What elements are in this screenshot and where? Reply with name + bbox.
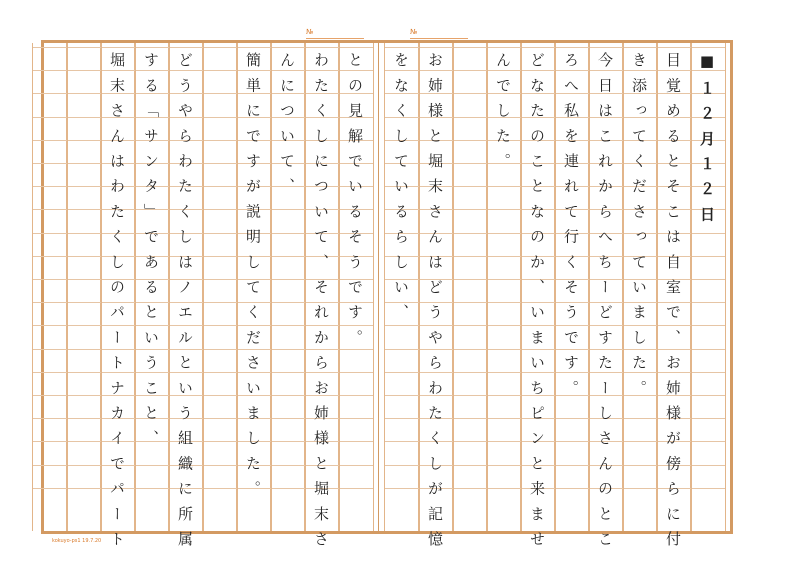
grid-cell: [203, 302, 237, 325]
manuscript-line: 目覚めるとそこは自室で、お姉様が傍らに付: [664, 52, 682, 556]
grid-cell: [33, 209, 67, 232]
grid-cell: [67, 117, 101, 140]
grid-cell: [67, 465, 101, 488]
grid-cell: [453, 325, 487, 348]
grid-cell: [203, 70, 237, 93]
grid-cell: [691, 488, 725, 511]
grid-cell: [271, 395, 305, 418]
grid-cell: [385, 488, 419, 511]
grid-cell: [203, 163, 237, 186]
grid-cell: [487, 209, 521, 232]
grid-cell: [691, 302, 725, 325]
grid-cell: [487, 233, 521, 256]
grid-cell: [453, 70, 487, 93]
grid-cell: [33, 488, 67, 511]
manuscript-column: [66, 43, 102, 531]
grid-cell: [67, 418, 101, 441]
grid-cell: [453, 349, 487, 372]
grid-cell: [385, 349, 419, 372]
manuscript-line: する「サンタ」であるということ、: [142, 52, 160, 456]
number-label-left: [306, 26, 364, 39]
grid-cell: [203, 47, 237, 70]
grid-cell: [691, 395, 725, 418]
manuscript-line: との見解でいるそうです。: [346, 52, 364, 355]
grid-cell: [271, 325, 305, 348]
grid-cell: [487, 372, 521, 395]
grid-cell: [453, 465, 487, 488]
grid-cell: [385, 441, 419, 464]
manuscript-line: んについて、: [278, 52, 296, 204]
grid-cell: [453, 256, 487, 279]
grid-cell: [203, 325, 237, 348]
grid-cell: [67, 256, 101, 279]
manuscript-line: ろへ私を連れて行くそうです。: [562, 52, 580, 405]
grid-cell: [67, 209, 101, 232]
grid-cell: [33, 465, 67, 488]
grid-cell: [453, 117, 487, 140]
grid-cell: [135, 465, 169, 488]
grid-cell: [33, 163, 67, 186]
grid-cell: [487, 186, 521, 209]
grid-cell: [623, 465, 657, 488]
grid-cell: [271, 279, 305, 302]
grid-cell: [33, 186, 67, 209]
manuscript-line: 今日はこれからへちーどすたーしさんのとこ: [596, 52, 614, 556]
grid-cell: [453, 140, 487, 163]
grid-cell: [623, 441, 657, 464]
grid-cell: [67, 325, 101, 348]
grid-cell: [33, 93, 67, 116]
grid-cell: [453, 93, 487, 116]
grid-cell: [453, 441, 487, 464]
grid-cell: [203, 418, 237, 441]
grid-cell: [487, 488, 521, 511]
grid-cell: [33, 325, 67, 348]
grid-cell: [203, 209, 237, 232]
grid-cell: [453, 418, 487, 441]
grid-cell: [453, 233, 487, 256]
grid-cell: [339, 418, 373, 441]
grid-cell: [33, 302, 67, 325]
manuscript-line: き添ってくださっていました。: [630, 52, 648, 405]
grid-cell: [33, 233, 67, 256]
grid-cell: [67, 140, 101, 163]
grid-cell: [67, 233, 101, 256]
grid-cell: [33, 47, 67, 70]
grid-cell: [487, 302, 521, 325]
grid-cell: [385, 418, 419, 441]
grid-cell: [203, 93, 237, 116]
center-gutter: [378, 43, 379, 531]
grid-cell: [67, 395, 101, 418]
grid-cell: [385, 465, 419, 488]
grid-cell: [487, 325, 521, 348]
grid-cell: [67, 47, 101, 70]
grid-cell: [385, 372, 419, 395]
grid-cell: [453, 209, 487, 232]
grid-cell: [487, 418, 521, 441]
number-label-right-text: №: [410, 28, 418, 36]
grid-cell: [33, 395, 67, 418]
grid-cell: [271, 488, 305, 511]
grid-cell: [203, 441, 237, 464]
grid-cell: [487, 465, 521, 488]
grid-cell: [453, 47, 487, 70]
manuscript-line: わたくしについて、それからお姉様と堀末さ: [312, 52, 330, 556]
grid-cell: [487, 349, 521, 372]
manuscript-line: どうやらわたくしはノエルという組織に所属: [176, 52, 194, 556]
grid-cell: [339, 441, 373, 464]
manuscript-column: [452, 43, 488, 531]
manuscript-line: 堀末さんはわたくしのパートナカイでパート: [108, 52, 126, 556]
grid-cell: [339, 395, 373, 418]
grid-cell: [67, 302, 101, 325]
grid-cell: [33, 349, 67, 372]
manuscript-line: 簡単にですが説明してくださいました。: [244, 52, 262, 506]
footer-code: kokuyo-ps1 19.7.20: [52, 538, 102, 544]
grid-cell: [67, 279, 101, 302]
grid-cell: [691, 349, 725, 372]
grid-cell: [555, 441, 589, 464]
grid-cell: [33, 418, 67, 441]
grid-cell: [691, 233, 725, 256]
grid-cell: [555, 418, 589, 441]
grid-cell: [487, 279, 521, 302]
grid-cell: [135, 488, 169, 511]
grid-cell: [453, 302, 487, 325]
grid-cell: [203, 117, 237, 140]
date-text: １２月１２日: [698, 80, 716, 232]
manuscript-line: お姉様と堀末さんはどうやらわたくしが記憶: [426, 52, 444, 556]
grid-cell: [203, 279, 237, 302]
grid-cell: [67, 186, 101, 209]
grid-cell: [67, 93, 101, 116]
grid-cell: [339, 372, 373, 395]
grid-cell: [691, 372, 725, 395]
grid-cell: [271, 302, 305, 325]
grid-cell: [555, 488, 589, 511]
grid-cell: [203, 186, 237, 209]
grid-cell: [271, 441, 305, 464]
grid-cell: [691, 325, 725, 348]
grid-cell: [33, 140, 67, 163]
grid-cell: [271, 233, 305, 256]
manuscript-column: [32, 43, 68, 531]
grid-cell: [33, 372, 67, 395]
grid-cell: [33, 279, 67, 302]
grid-cell: [203, 395, 237, 418]
number-label-left-text: №: [306, 28, 314, 36]
grid-cell: [203, 256, 237, 279]
date-marker-icon: ■: [698, 52, 716, 81]
grid-cell: [203, 488, 237, 511]
grid-cell: [339, 465, 373, 488]
grid-cell: [271, 256, 305, 279]
grid-cell: [453, 163, 487, 186]
grid-cell: [203, 140, 237, 163]
grid-cell: [453, 395, 487, 418]
grid-cell: [385, 395, 419, 418]
grid-cell: [33, 117, 67, 140]
grid-cell: [487, 395, 521, 418]
grid-cell: [271, 465, 305, 488]
grid-cell: [67, 70, 101, 93]
grid-cell: [33, 70, 67, 93]
grid-cell: [339, 488, 373, 511]
grid-cell: [555, 465, 589, 488]
grid-cell: [271, 372, 305, 395]
grid-cell: [453, 186, 487, 209]
grid-cell: [67, 349, 101, 372]
grid-cell: [271, 349, 305, 372]
grid-cell: [203, 372, 237, 395]
grid-cell: [487, 441, 521, 464]
grid-cell: [691, 256, 725, 279]
grid-cell: [67, 163, 101, 186]
date-heading: [690, 52, 724, 231]
grid-cell: [67, 441, 101, 464]
grid-cell: [453, 488, 487, 511]
grid-cell: [271, 209, 305, 232]
grid-cell: [691, 418, 725, 441]
grid-cell: [33, 256, 67, 279]
manuscript-column: [202, 43, 238, 531]
grid-cell: [453, 372, 487, 395]
grid-cell: [33, 441, 67, 464]
grid-cell: [203, 465, 237, 488]
grid-cell: [691, 279, 725, 302]
grid-cell: [691, 465, 725, 488]
grid-cell: [203, 349, 237, 372]
grid-cell: [691, 441, 725, 464]
grid-cell: [487, 256, 521, 279]
grid-cell: [623, 488, 657, 511]
number-label-right: [410, 26, 468, 39]
grid-cell: [67, 488, 101, 511]
manuscript-line: どなたのことなのか、いまいちピンと来ませ: [528, 52, 546, 556]
grid-cell: [67, 372, 101, 395]
manuscript-line: んでした。: [494, 52, 512, 178]
grid-cell: [453, 279, 487, 302]
grid-cell: [203, 233, 237, 256]
grid-cell: [271, 418, 305, 441]
manuscript-line: をなくしているらしい、: [392, 52, 410, 330]
grid-cell: [623, 418, 657, 441]
